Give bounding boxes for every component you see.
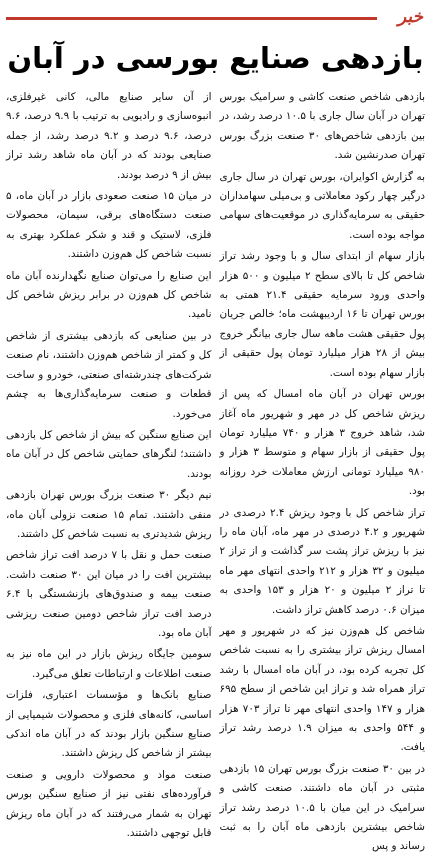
article-paragraph: نیم دیگر ۳۰ صنعت بزرگ بورس تهران بازدهی منفی داشتند. تمام ۱۵ صنعت نزولی آبان ماه، ریزش شدیدتری به نسبت شاخص کل داشتند.: [6, 489, 212, 540]
section-header: [6, 6, 425, 28]
section-rule: [6, 17, 377, 20]
article-paragraph: از آن سایر صنایع مالی، کانی غیرفلزی، انبوه‌سازی و رادیویی به ترتیب با ۹.۹ درصد، ۹.۶ درصد، ۹.۶ درصد و ۹.۲ درصد رشد، از جمله صنایعی بودند که در آبان ماه شاهد رشد تراز بیش از ۹ درصد بودند.: [6, 91, 212, 181]
article-paragraph: در میان ۱۵ صنعت صعودی بازار در آبان ماه، ۵ صنعت دستگاه‌های برقی، سیمان، محصولات فلزی، لاستیک و قند و شکر عملکرد بهتری به نسبت شاخص کل هم‌وزن داشتند.: [6, 190, 212, 261]
article-column-left: [6, 88, 212, 840]
article-paragraph: بازار سهام از ابتدای سال و با وجود رشد تراز شاخص کل تا بالای سطح ۲ میلیون و ۵۰۰ هزار واحدی ورود سرمایه حقیقی ۲۱.۴ همتی به بورس تهران تا ۱۶ اردیبهشت ماه؛ خالص جریان پول حقیقی هشت ماهه سال جاری بیانگر خروج بیش از ۲۸ هزار میلیارد تومان پول حقیقی از بازار سهام بوده است.: [219, 250, 426, 379]
headline: بازدهی صنایع بورسی در آبان: [7, 41, 424, 75]
article-paragraph: این صنایع سنگین که بیش از شاخص کل بازدهی داشتند؛ لنگرهای حمایتی شاخص کل در آبان ماه بودند.: [6, 428, 212, 480]
article-paragraph: سومین جایگاه ریزش بازار در این ماه نیز به صنعت اطلاعات و ارتباطات تعلق می‌گیرد.: [6, 648, 212, 680]
article-column-right: [219, 88, 426, 853]
article-paragraph: بازدهی شاخص صنعت کاشی و سرامیک بورس تهران در آبان سال جاری با ۱۰.۵ درصد رشد، در بین بازدهی شاخص‌های ۳۰ صنعت بزرگ بورس تهران صدرنشین شد.: [219, 91, 425, 162]
article-paragraph: این صنایع را می‌توان صنایع نگهدارنده آبان ماه شاخص کل هم‌وزن در برابر ریزش شاخص کل نامید.: [6, 269, 212, 321]
article-paragraph: بورس تهران در آبان ماه امسال که پس از ریزش شاخص کل در مهر و شهریور ماه آغاز شد، شاهد خروج ۳ هزار و ۷۴۰ میلیارد تومان پول حقیقی از بازار سهام و متوسط ۳ هزار و ۹۸۰ میلیارد تومانی ارزش معاملات خرد روزانه بود.: [219, 388, 425, 498]
article-paragraph: صنعت مواد و محصولات دارویی و صنعت فرآورده‌های نفتی نیز از صنایع سنگین بورس تهران به شمار می‌رفتند که در آبان ماه ریزش قابل توجهی داشتند.: [6, 768, 212, 840]
article-paragraph: به گزارش اکوایران، بورس تهران در سال جاری درگیر چهار رکود معاملاتی و بی‌میلی سهامداران حقیقی به سرمایه‌گذاری در موقعیت‌های سهامی مواجه بوده است.: [219, 170, 425, 241]
section-kicker: خبر: [397, 7, 423, 27]
article-paragraph: صنعت حمل و نقل با ۷ درصد افت تراز شاخص بیشترین افت را در میان این ۳۰ صنعت داشت. صنعت بیمه و صندوق‌های بازنشستگی با ۶.۴ درصد افت تراز شاخص دومین صنعت ریزشی آبان ماه بود.: [6, 549, 212, 639]
article-paragraph: شاخص کل هم‌وزن نیز که در شهریور و مهر امسال ریزش تراز بیشتری را به نسبت شاخص کل تجربه کرده بود، در آبان ماه امسال با رشد تراز همراه شد و تراز این شاخص از سطح ۶۹۵ هزار و ۱۴۷ واحدی انتهای مهر تا تراز ۷۰۳ هزار و ۵۴۴ واحدی به میزان ۱.۹ درصد رشد تراز یافت.: [219, 624, 426, 754]
article-paragraph: در بین ۳۰ صنعت بزرگ بورس تهران ۱۵ بازدهی مثبتی در آبان ماه داشتند. صنعت کاشی و سرامیک در این میان با ۱۰.۵ درصد رشد تراز شاخص بیشترین بازدهی ماه آبان را به ثبت رساند و پس: [219, 762, 425, 853]
article-body: [6, 88, 426, 853]
article-paragraph: در بین صنایعی که بازدهی بیشتری از شاخص کل و کمتر از شاخص هم‌وزن داشتند، نام صنعت شرکت‌های چندرشته‌ای صنعتی، خودرو و ساخت قطعات و صنعت سرمایه‌گذاری‌ها به چشم می‌خورد.: [6, 329, 212, 420]
article-paragraph: تراز شاخص کل با وجود ریزش ۲.۴ درصدی در شهریور و ۴.۲ درصدی در مهر ماه، آبان ماه را نیز با ریزش تراز پشت سر گذاشت و از تراز ۲ میلیون و ۳۲ هزار و ۲۱۲ واحدی انتهای مهر ماه تا تراز ۲ میلیون و ۲۰ هزار و ۱۵۳ واحدی به میزان ۰.۶ درصد کاهش تراز داشت.: [219, 506, 425, 616]
article-paragraph: صنایع بانک‌ها و مؤسسات اعتباری، فلزات اساسی، کانه‌های فلزی و محصولات شیمیایی از صنایع سنگین بازار بودند که در آبان ماه اندکی بیشتر از شاخص کل ریزش داشتند.: [6, 689, 212, 760]
